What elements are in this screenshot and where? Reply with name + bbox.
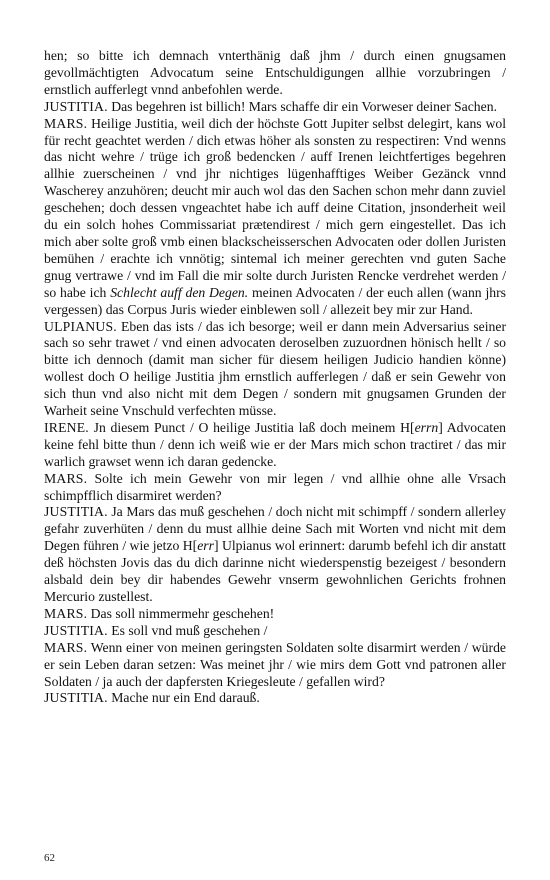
- speaker-name: JUSTITIA.: [44, 504, 108, 520]
- paragraph: [44, 116, 506, 319]
- speaker-name: MARS.: [44, 115, 88, 131]
- paragraph-text: Ja Mars das muß geschehen / doch nicht mit schimpff / sondern allerley gefahr zuverhüten / denn du must allhie deine Sach mit Worten vnd nicht mit dem Degen führen / wie jetzo H[: [44, 504, 506, 554]
- paragraph: [44, 690, 506, 707]
- paragraph-text: ] Advocaten keine fehl bitte thun / denn ich weiß wie er der Mars mich schon tractiret / das mir warlich grawset wenn ich daran gedencke.: [44, 419, 507, 469]
- paragraph-text: Solte ich mein Gewehr von mir legen / vnd allhie ohne alle Vrsach schimpfflich disarmiret werden?: [44, 470, 506, 503]
- paragraph: [44, 471, 506, 505]
- speaker-name: MARS.: [44, 639, 88, 655]
- paragraph-text: Es soll vnd muß geschehen /: [111, 622, 268, 638]
- paragraph-text: Wenn einer von meinen geringsten Soldaten solte disarmirt werden / würde er sein Leben daran setzen: Was meinet jhr / wie mirs dem Gott vnd patronen aller Soldaten / ja auch der dapfersten Kriegesleute / gefallen wird?: [44, 639, 506, 689]
- editorial-insertion: errn: [414, 419, 439, 435]
- paragraph-text: Das begehren ist billich! Mars schaffe dir ein Vorweser deiner Sachen.: [111, 98, 497, 114]
- paragraph-text: ] Ulpianus wol erinnert: darumb befehl ich dir anstatt deß höchsten Jovis das du dich darinne nicht wiederspenstig bezeigest / besondern alsbald dein bey dir habendes Gewehr vnserm gewohnlichen Gerichts frohnen Mercurio zustellest.: [44, 538, 506, 604]
- paragraph-text: Jn diesem Punct / O heilige Justitia laß doch meinem H[: [93, 419, 415, 435]
- paragraph-text: Eben das ists / das ich besorge; weil er dann mein Adversarius seiner sach so sehr trawet / vnd einen advocaten deroselben zuzuordnen hönisch hellt / so bitte ich dennoch (damit man sicher für diesem heiligen Judicio handien könne) wollest doch O heilige Justitia jhm ernstlich aufferlegen / daß er sein Gewehr von sich thun vnd also nicht mit dem Degen / sondern mit gnugsamen Grunden der Warheit seine Vnschuld verfechten müsse.: [44, 318, 506, 419]
- speaker-name: IRENE.: [44, 419, 89, 435]
- speaker-name: JUSTITIA.: [44, 98, 108, 114]
- speaker-name: JUSTITIA.: [44, 690, 108, 706]
- speaker-name: MARS.: [44, 605, 88, 621]
- page-number: 62: [44, 852, 55, 864]
- paragraph-text: meinen Advocaten / der euch allen (wann jhrs vergessen) das Corpus Juris wieder einblewen soll / allezeit bey mir zur Hand.: [44, 284, 506, 317]
- paragraph: [44, 48, 506, 99]
- paragraph: [44, 640, 506, 691]
- paragraph: [44, 420, 506, 471]
- paragraph: [44, 623, 506, 640]
- paragraph: [44, 319, 506, 420]
- page-text: [44, 48, 506, 707]
- paragraph: [44, 504, 506, 605]
- speaker-name: JUSTITIA.: [44, 622, 108, 638]
- paragraph-text: Das soll nimmermehr geschehen!: [90, 605, 275, 621]
- speaker-name: MARS.: [44, 470, 88, 486]
- stage-direction: Schlecht auff den Degen.: [110, 284, 249, 300]
- paragraph-text: Heilige Justitia, weil dich der höchste Gott Jupiter selbst delegirt, kans wol für recht geachtet werden / dich etwas höher als sonsten zu respectiren: Vnd wenns das nicht wehre / trüge ich groß bedencken / auff Irenen leichtfertiges begehren allhie zuerscheinen / vnd jhr nichtiges lügenhafftiges Weiber Gezänck vnnd Wascherey anzuhören; deucht mir auch wol das den Sachen schon mehr dann zuviel geschehen; doch dessen vngeachtet habe ich auff deine Citation, jnsonderheit weil du ein solch hohes Commissariat prætendirest / mich gern eingestellet. Das ich mich aber solte groß vmb einen blackscheisserschen Advocaten oder dollen Juristen bemühen / erachte ich vnnötig; sintemal ich meiner gerechten vnd guten Sache gnug vertrawe / vnd im Fall die mir solte durch Juristen Rencke verdrehet werden / so habe ich: [44, 115, 506, 300]
- paragraph: [44, 99, 506, 116]
- paragraph: [44, 606, 506, 623]
- paragraph-text: hen; so bitte ich demnach vnterthänig daß jhm / durch einen gnugsamen gevollmächtigten Advocatum seine Entschuldigungen allhie vorzubringen / ernstlich aufferlegt vnnd anbefohlen werde.: [44, 48, 506, 97]
- paragraph-text: Mache nur ein End darauß.: [111, 690, 260, 706]
- editorial-insertion: err: [197, 538, 214, 554]
- speaker-name: ULPIANUS.: [44, 318, 117, 334]
